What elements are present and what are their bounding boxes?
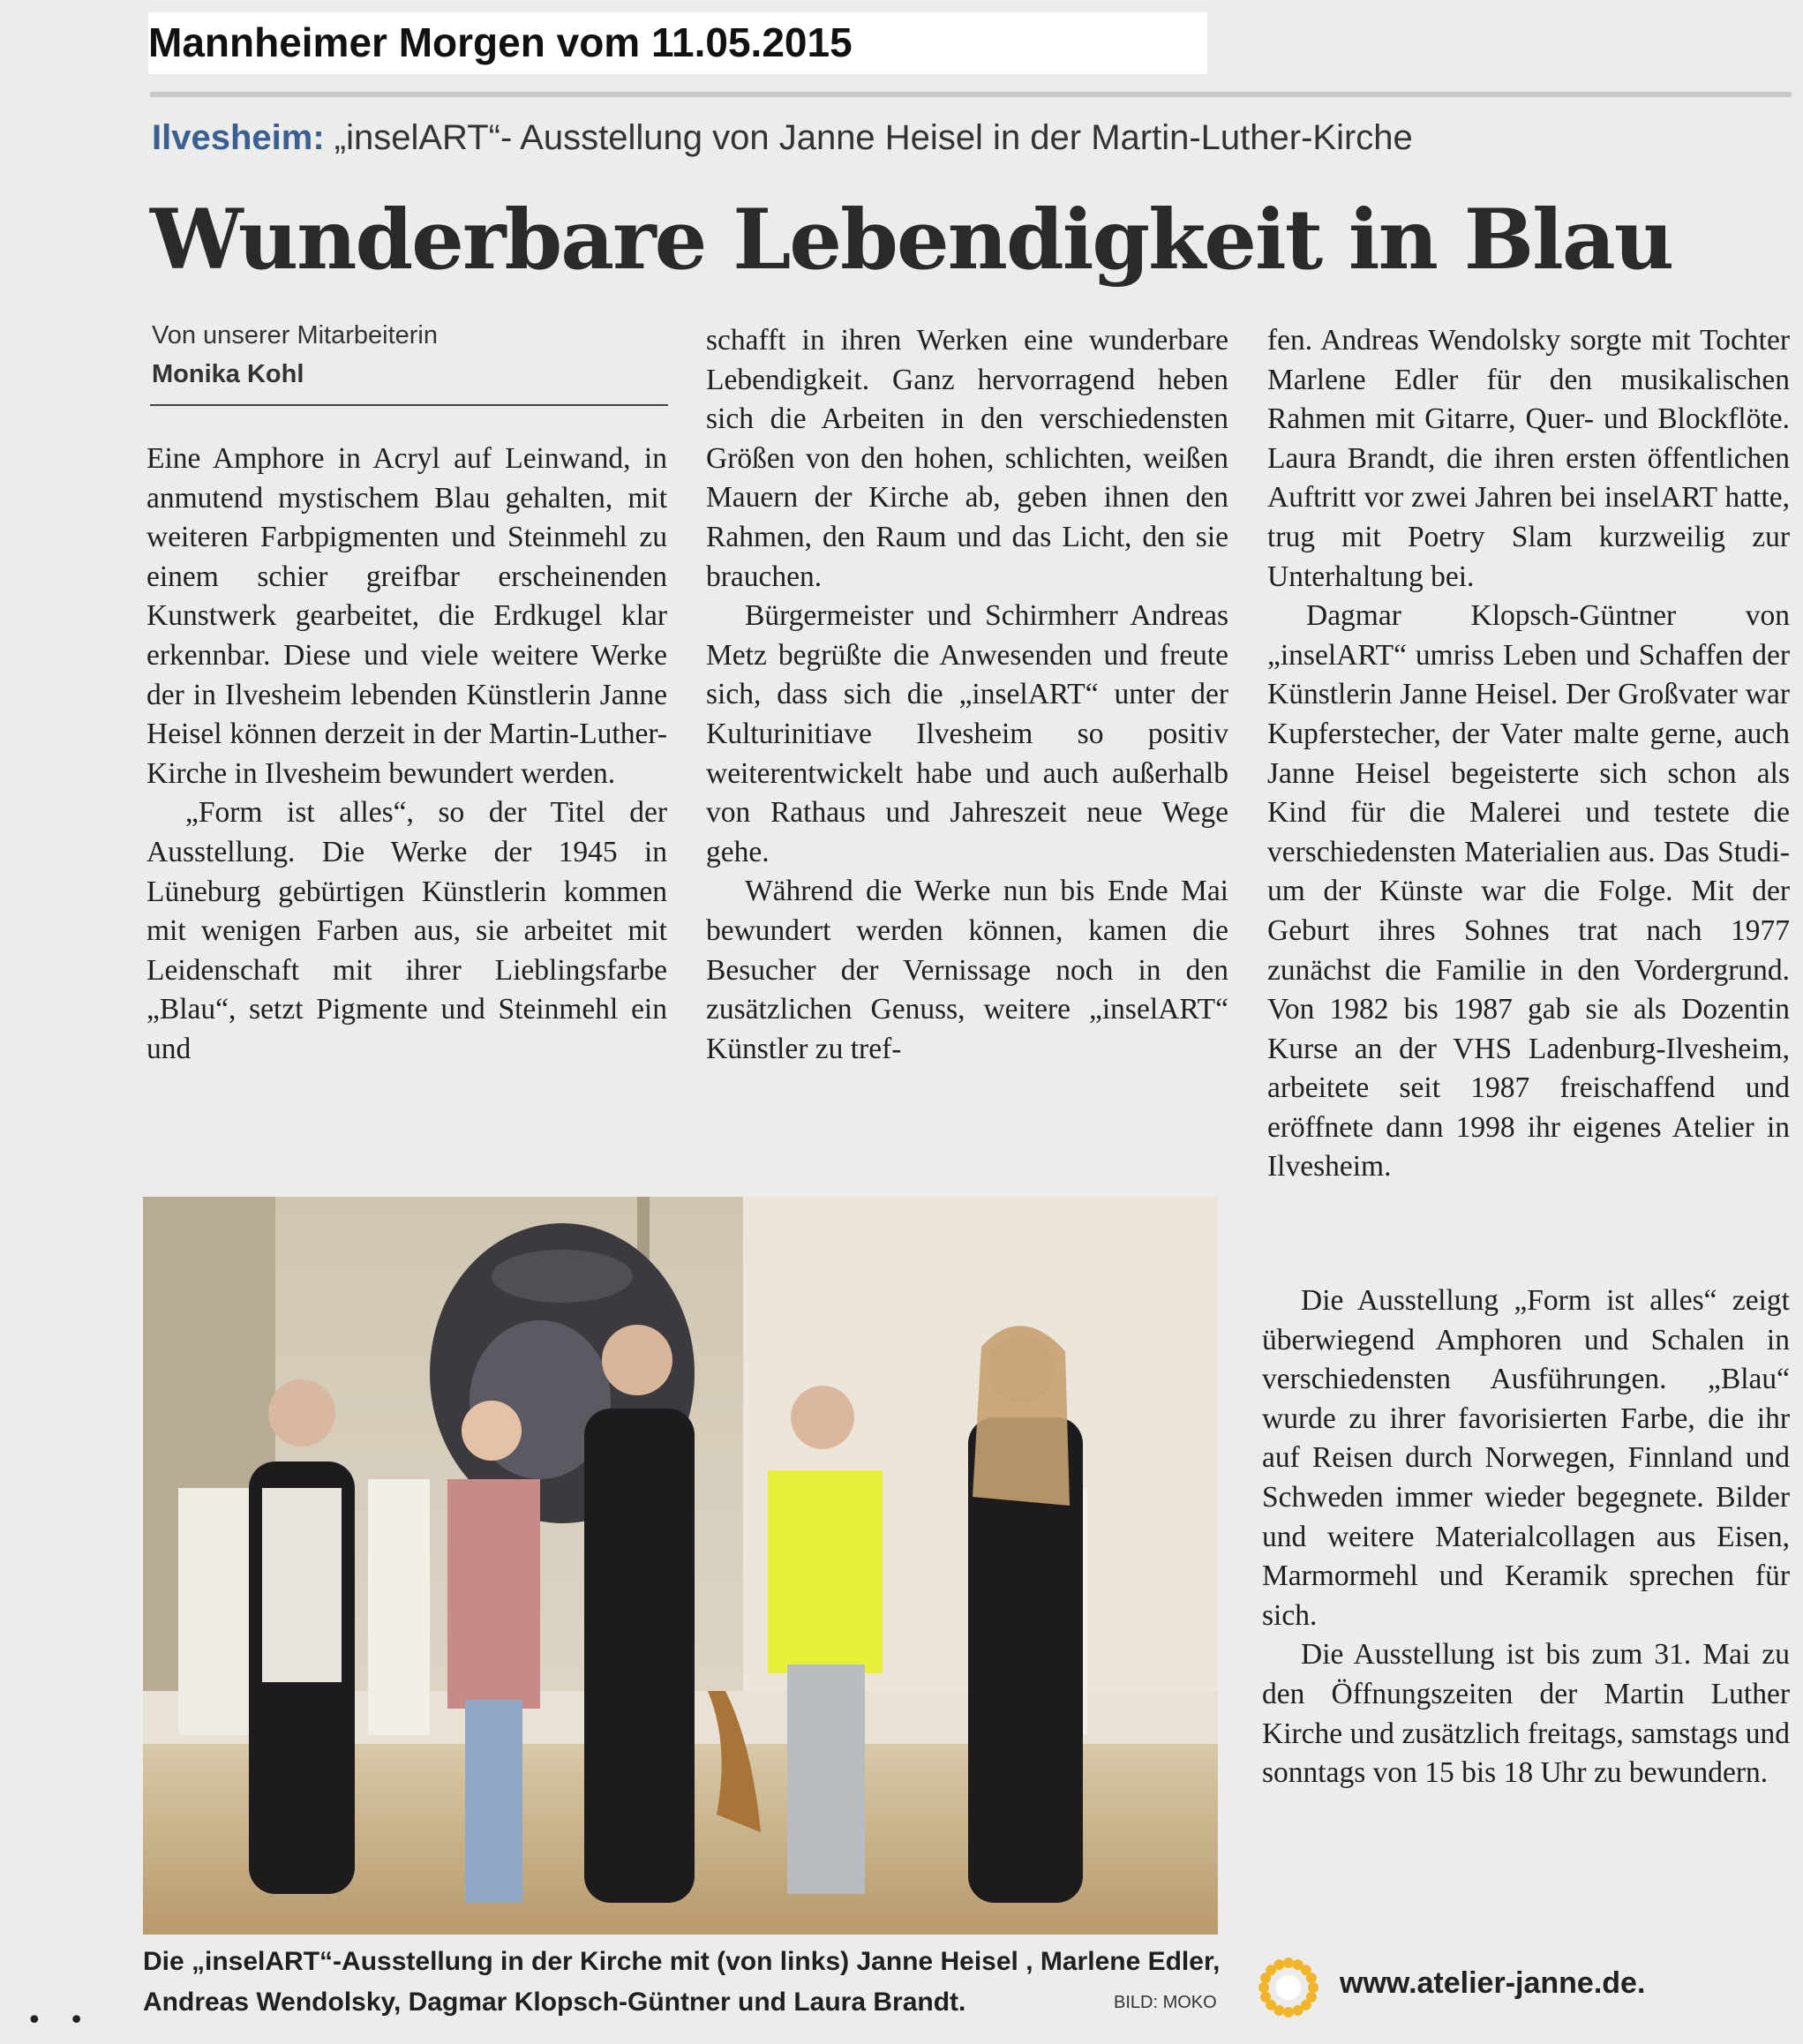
website-link[interactable]: www.atelier-janne.de.: [1340, 1966, 1646, 2000]
byline: [152, 316, 681, 394]
sun-ray: [1283, 2007, 1294, 2018]
sun-ray: [1273, 1959, 1284, 1970]
sun-ray: [1260, 1992, 1271, 2003]
sun-ray: [1293, 2005, 1303, 2016]
byline-intro: Von unserer Mitarbeiterin: [152, 321, 438, 349]
kicker: [152, 113, 1793, 162]
sun-ray: [1258, 1982, 1269, 1993]
paragraph: schafft in ihren Werken eine wunderbare Lebendigkeit. Ganz hervorragend heben sich die Arbeiten in den verschiedensten Größen von den hohen, schlichten, weißen Mauern der Kirche ab, geben ihnen den Rahmen, den Raum und das Licht, den sie brauchen.: [706, 324, 1228, 593]
article-column-1: [146, 440, 667, 1070]
paragraph: Eine Amphore in Acryl auf Leinwand, in anmutend mystischem Blau gehalten, mit weiteren Farbpigmenten und Steinmehl zu einem schier greifbar erscheinenden Kunstwerk gearbeitet, die Erdkugel klar erkennbar. Diese und viele weitere Werke der in Ilvesheim lebenden Künstlerin Janne Heisel können derzeit in der Martin-Luther-Kirche in Ilvesheim bewundert werden.: [146, 442, 667, 790]
sun-ray: [1308, 1982, 1318, 1993]
article-photo: [143, 1197, 1218, 1935]
article-column-3-continued: [1262, 1281, 1790, 1793]
kicker-location: Ilvesheim:: [152, 118, 325, 157]
byline-author: Monika Kohl: [152, 360, 304, 388]
paragraph: Bürgermeister und Schirmherr Andreas Metz begrüßte die Anwesenden und freute sich, dass sich die „inselART“ unter der Kulturinitiave Ilvesheim so positiv weiterentwickelt habe und auch außerhalb von Rathaus und Jahreszeit neue Wege gehe.: [706, 599, 1228, 868]
headline: Wunderbare Lebendigkeit in Blau: [150, 192, 1673, 289]
paragraph: Die Ausstellung „Form ist alles“ zeigt überwiegend Amphoren und Schalen in verschiedensten Ausführungen. „Blau“ wurde zu ihrer favorisierten Farbe, die ihr auf Reisen durch Norwegen, Finnland und Schweden immer wieder begegnete. Bilder und weitere Materialcollagen aus Eisen, Marmormehl und Keramik sprechen für sich.: [1262, 1284, 1790, 1632]
sun-ray: [1306, 1973, 1317, 1983]
paragraph: „Form ist alles“, so der Titel der Ausstellung. Die Werke der 1945 in Lüneburg gebürtigen Künstlerin kommen mit wenigen Farben aus, sie arbeitet mit Leidenschaft mit ihrer Lieblingsfarbe „Blau“, setzt Pigmente und Steinmehl ein und: [146, 796, 667, 1065]
byline-rule: [150, 404, 668, 406]
paragraph: Während die Werke nun bis Ende Mai bewundert werden können, kamen die Besucher der Vernissage noch in den zusätzlichen Genuss, weitere „inselART“ Künstler zu tref-: [706, 875, 1228, 1065]
kicker-text: „inselART“- Ausstellung von Janne Heisel in der Martin-Luther-Kirche: [324, 118, 1413, 157]
paragraph: Die Ausstellung ist bis zum 31. Mai zu den Öffnungszeiten der Martin Luther Kirche und zusätzlich freitags, samstags und sonntags von 15 bis 18 Uhr zu bewundern.: [1262, 1638, 1790, 1790]
top-rule: [150, 92, 1792, 97]
source-label: Mannheimer Morgen vom 11.05.2015: [148, 12, 1207, 74]
paragraph: Dagmar Klopsch-Güntner von „inselART“ umriss Leben und Schaffen der Künstlerin Janne Heisel. Der Großvater war Kupferstecher, der Vater malte gerne, auch Janne Heisel begeisterte sich schon als Kind für die Malerei und testete die verschiedensten Materialien aus. Das Studium der Künste war die Folge. Mit der Geburt ihres Sohnes trat nach 1977 zunächst die Familie in den Vordergrund. Von 1982 bis 1987 gab sie als Dozentin Kurse an der VHS Ladenburg-Ilvesheim, arbeitete seit 1987 freischaffend und eröffnete dann 1998 ihr eigenes Atelier in Ilvesheim.: [1267, 599, 1790, 1184]
paragraph: fen. Andreas Wendolsky sorgte mit Tochter Marlene Edler für den musikalischen Rahmen mit Gitarre, Quer- und Blockflöte. Laura Brandt, die ihren ersten öffentlichen Auftritt vor zwei Jahren bei inselART hatte, trug mit Poetry Slam kurzweilig zur Unterhaltung bei.: [1267, 324, 1790, 593]
photo-caption: Die „inselART“-Ausstellung in der Kirche mit (von links) Janne Heisel , Marlene Edler, Andreas Wendolsky, Dagmar Klopsch-Güntner und Laura Brandt.: [143, 1947, 1221, 2017]
scan-dots: ••: [26, 2005, 111, 2036]
article-column-2: [706, 321, 1228, 1069]
photo-credit: BILD: MOKO: [1114, 1993, 1217, 2012]
article-column-3: [1267, 321, 1790, 1187]
sun-logo-icon: [1253, 1952, 1324, 2023]
sun-ray: [1283, 1958, 1294, 1968]
